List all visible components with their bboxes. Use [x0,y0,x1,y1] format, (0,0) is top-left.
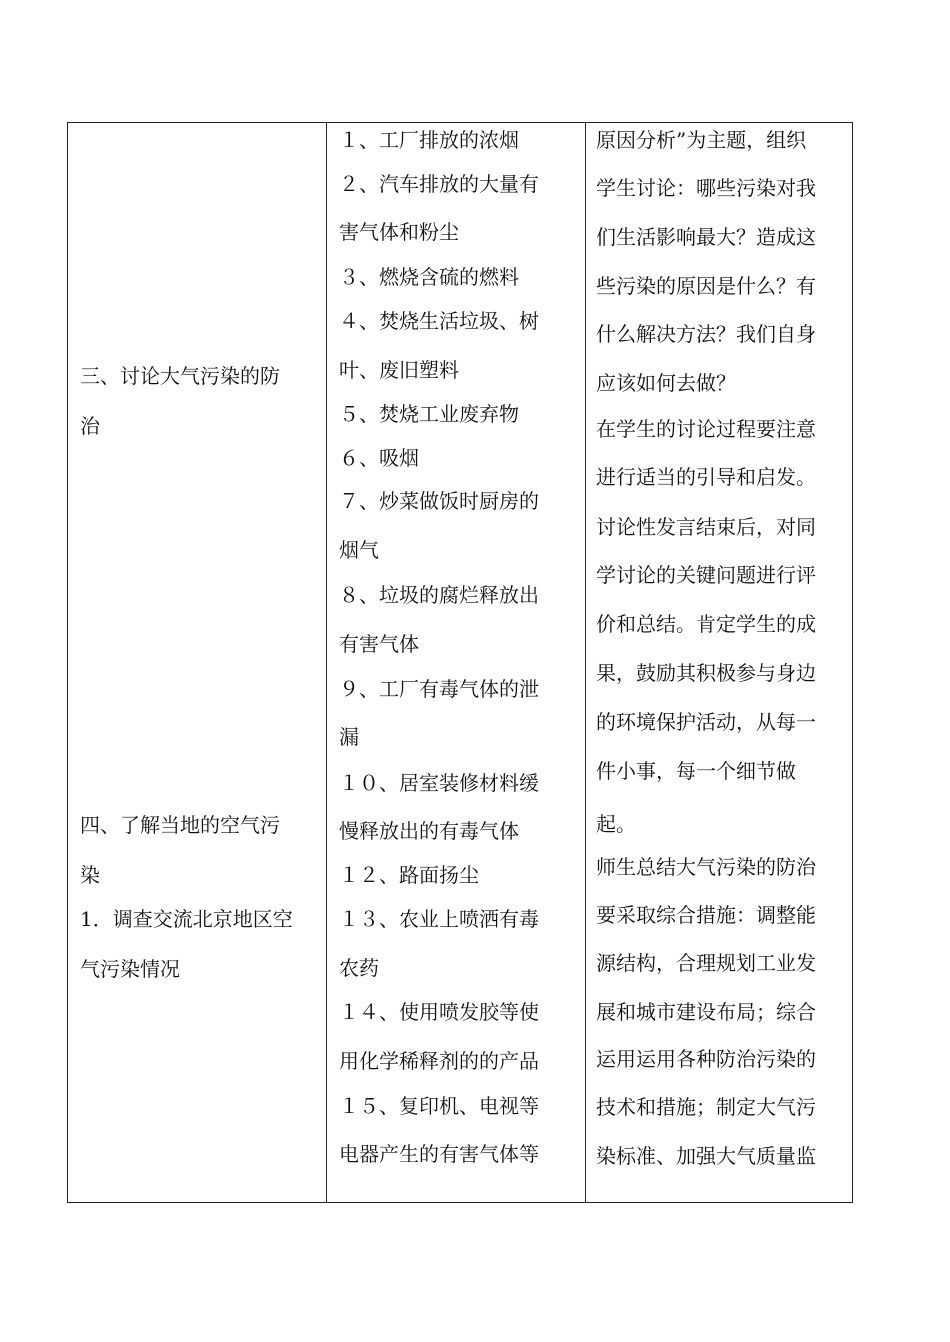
text-line: ４、焚烧生活垃圾、树 [339,309,539,333]
text-line: ９、工厂有毒气体的泄 [339,677,539,701]
table-cell-topic [68,123,327,1202]
text-line: 什么解决方法？我们自身 [596,322,816,346]
text-line: ５、焚烧工业废弃物 [339,402,519,426]
text-line: 害气体和粉尘 [339,220,459,244]
text-line: 果，鼓励其积极参与身边 [596,661,816,685]
text-line: 原因分析”为主题，组织 [596,128,807,152]
table-cell-sources [327,123,586,1202]
text-line: １、工厂排放的浓烟 [339,128,519,152]
text-line: 漏 [339,725,359,749]
text-line: 源结构，合理规划工业发 [596,951,816,975]
text-line: 烟气 [339,538,379,562]
text-line: 应该如何去做？ [596,371,736,395]
text-line: 叶、废旧塑料 [339,358,459,382]
text-line: 治 [80,414,100,438]
text-line: 慢释放出的有毒气体 [339,819,519,843]
text-line: １２、路面扬尘 [339,863,479,887]
text-line: 染 [80,863,100,887]
text-line: 学讨论的关键问题进行评 [596,563,816,587]
text-line: 学生讨论：哪些污染对我 [596,176,816,200]
text-line: 气污染情况 [80,957,180,981]
text-line: １３、农业上喷洒有毒 [339,907,539,931]
text-line: 四、了解当地的空气污 [80,813,280,837]
text-line: 价和总结。肯定学生的成 [596,612,816,636]
text-line: 三、讨论大气污染的防 [80,364,280,388]
text-line: 起。 [596,812,636,836]
text-line: 染标准、加强大气质量监 [596,1144,816,1168]
text-line: １０、居室装修材料缓 [339,771,539,795]
text-line: ７、炒菜做饭时厨房的 [339,489,539,513]
content-table [67,122,853,1203]
text-line: 1．调查交流北京地区空 [80,907,293,931]
text-line: ３、燃烧含硫的燃料 [339,265,519,289]
text-line: 技术和措施；制定大气污 [596,1095,816,1119]
text-line: 有害气体 [339,632,419,656]
text-line: ８、垃圾的腐烂释放出 [339,583,539,607]
text-line: 件小事，每一个细节做 [596,759,796,783]
text-line: １５、复印机、电视等 [339,1094,539,1118]
text-line: 师生总结大气污染的防治 [596,855,816,879]
text-line: 电器产生的有害气体等 [339,1142,539,1166]
text-line: 在学生的讨论过程要注意 [596,417,816,441]
text-line: 要采取综合措施：调整能 [596,903,816,927]
text-line: 的环境保护活动，从每一 [596,710,816,734]
table-cell-activity [586,123,852,1202]
text-line: 展和城市建设布局；综合 [596,1000,816,1024]
text-line: １４、使用喷发胶等使 [339,1000,539,1024]
text-line: ２、汽车排放的大量有 [339,172,539,196]
text-line: 们生活影响最大？造成这 [596,225,816,249]
text-line: 农药 [339,956,379,980]
text-line: ６、吸烟 [339,446,419,470]
text-line: 用化学稀释剂的的产品 [339,1049,539,1073]
text-line: 些污染的原因是什么？有 [596,274,816,298]
text-line: 运用运用各种防治污染的 [596,1047,816,1071]
text-line: 进行适当的引导和启发。 [596,465,816,489]
text-line: 讨论性发言结束后，对同 [596,515,816,539]
